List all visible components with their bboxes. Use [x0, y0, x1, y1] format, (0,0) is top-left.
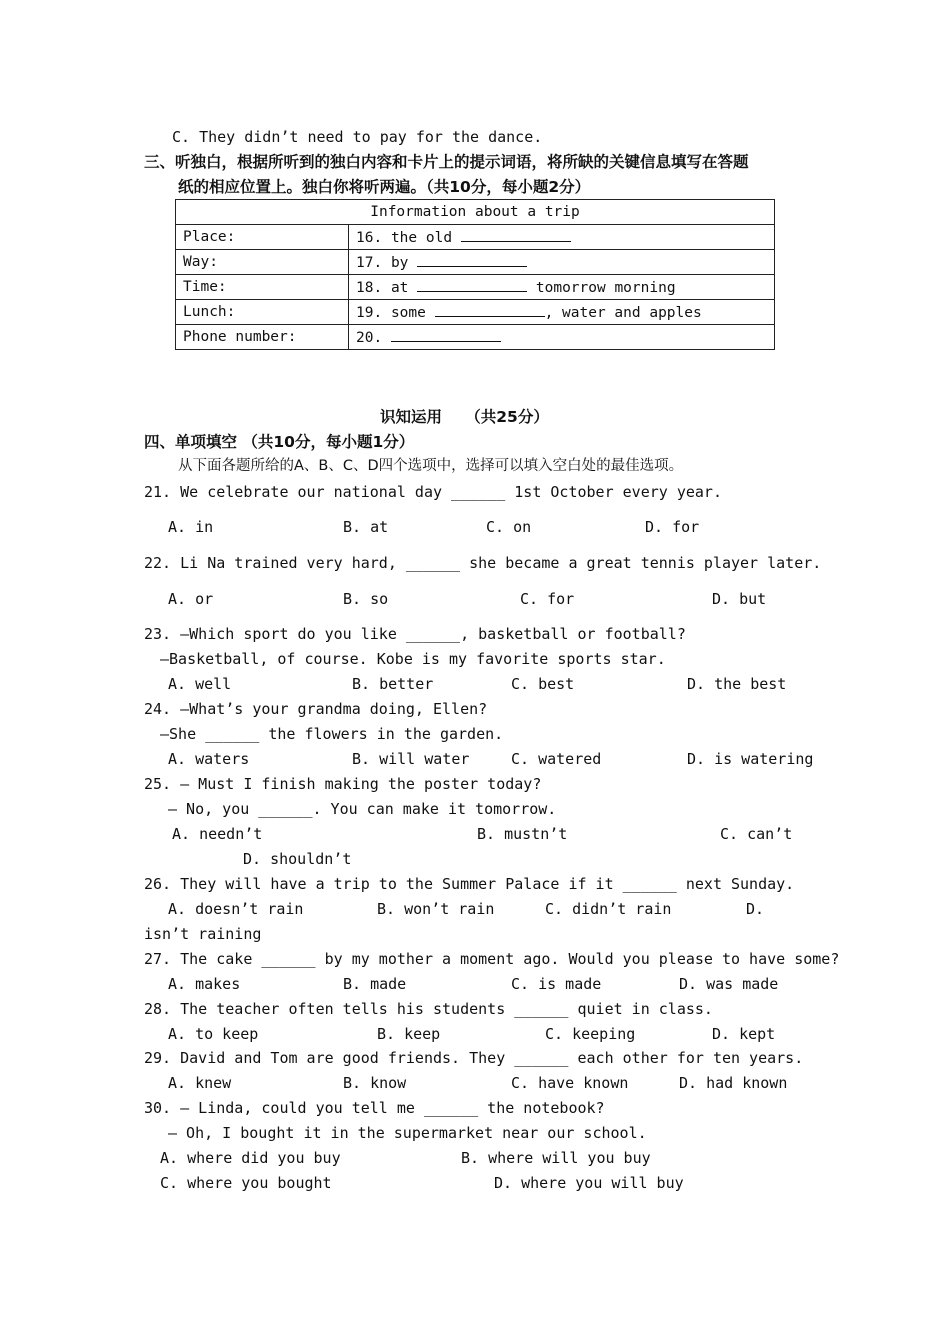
option-b[interactable]: B. so: [343, 590, 389, 608]
question-30-reply: — Oh, I bought it in the supermarket near our school.: [168, 1124, 647, 1142]
table-row: [176, 225, 775, 250]
section4-heading: 四、单项填空 （共10分，每小题1分）: [144, 433, 415, 451]
option-a[interactable]: A. or: [168, 590, 214, 608]
question-25-reply: — No, you ______. You can make it tomorrow.: [168, 800, 557, 818]
row-label: Way:: [176, 250, 349, 275]
option-d-text[interactable]: isn’t raining: [144, 925, 262, 943]
option-c[interactable]: C. can’t: [720, 825, 793, 843]
trip-info-table: [175, 199, 775, 350]
section3-heading: 三、听独白，根据所听到的独白内容和卡片上的提示词语，将所缺的关键信息填写在答题: [144, 153, 749, 171]
question-24-reply: —She ______ the flowers in the garden.: [160, 725, 504, 743]
table-row: [176, 300, 775, 325]
row-answer: 19. some , water and apples: [349, 300, 775, 325]
option-a[interactable]: A. where did you buy: [160, 1149, 341, 1167]
option-c[interactable]: C. for: [520, 590, 575, 608]
option-b[interactable]: B. mustn’t: [477, 825, 568, 843]
row-answer: 18. at tomorrow morning: [349, 275, 775, 300]
row-label: Phone number:: [176, 325, 349, 350]
option-d[interactable]: D. for: [645, 518, 700, 536]
row-label: Lunch:: [176, 300, 349, 325]
top-option-c: C. They didn’t need to pay for the dance.: [172, 128, 543, 146]
question-22: 22. Li Na trained very hard, ______ she became a great tennis player later.: [144, 554, 822, 572]
option-c[interactable]: C. best: [511, 675, 575, 693]
option-a[interactable]: A. makes: [168, 975, 241, 993]
question-30: 30. — Linda, could you tell me ______ the notebook?: [144, 1099, 605, 1117]
answer-blank[interactable]: [435, 303, 545, 317]
table-row: [176, 250, 775, 275]
option-d[interactable]: D. had known: [679, 1074, 788, 1092]
option-d[interactable]: D. shouldn’t: [243, 850, 352, 868]
trip-table-title: Information about a trip: [176, 200, 775, 225]
answer-blank[interactable]: [391, 328, 501, 342]
question-25: 25. — Must I finish making the poster today?: [144, 775, 542, 793]
option-d[interactable]: D. the best: [687, 675, 787, 693]
option-a[interactable]: A. to keep: [168, 1025, 259, 1043]
option-b[interactable]: B. at: [343, 518, 389, 536]
section3-heading-cont: 纸的相应位置上。独白你将听两遍。（共10分，每小题2分）: [178, 178, 591, 196]
part-title: 识知运用 （共25分）: [380, 408, 549, 426]
option-d[interactable]: D. was made: [679, 975, 779, 993]
row-answer: 20.: [349, 325, 775, 350]
table-row: [176, 275, 775, 300]
row-label: Place:: [176, 225, 349, 250]
answer-blank[interactable]: [417, 278, 527, 292]
option-b[interactable]: B. better: [352, 675, 434, 693]
question-23: 23. —Which sport do you like ______, basketball or football?: [144, 625, 686, 643]
option-c[interactable]: C. watered: [511, 750, 602, 768]
option-a[interactable]: A. well: [168, 675, 232, 693]
table-row: [176, 325, 775, 350]
answer-blank[interactable]: [461, 228, 571, 242]
option-d[interactable]: D.: [746, 900, 765, 918]
row-answer: 16. the old: [349, 225, 775, 250]
option-b[interactable]: B. keep: [377, 1025, 441, 1043]
option-c[interactable]: C. where you bought: [160, 1174, 332, 1192]
option-c[interactable]: C. is made: [511, 975, 602, 993]
question-29: 29. David and Tom are good friends. They ______ each other for ten years.: [144, 1049, 804, 1067]
option-a[interactable]: A. waters: [168, 750, 250, 768]
question-24: 24. —What’s your grandma doing, Ellen?: [144, 700, 488, 718]
option-c[interactable]: C. didn’t rain: [545, 900, 672, 918]
option-b[interactable]: B. will water: [352, 750, 470, 768]
row-label: Time:: [176, 275, 349, 300]
option-a[interactable]: A. knew: [168, 1074, 232, 1092]
section4-instruction: 从下面各题所给的A、B、C、D四个选项中，选择可以填入空白处的最佳选项。: [178, 458, 684, 474]
option-a[interactable]: A. needn’t: [172, 825, 263, 843]
option-b[interactable]: B. know: [343, 1074, 407, 1092]
option-b[interactable]: B. where will you buy: [461, 1149, 651, 1167]
question-28: 28. The teacher often tells his students ______ quiet in class.: [144, 1000, 713, 1018]
option-a[interactable]: A. in: [168, 518, 214, 536]
option-d[interactable]: D. but: [712, 590, 767, 608]
question-27: 27. The cake ______ by my mother a moment ago. Would you please to have some?: [144, 950, 840, 968]
option-c[interactable]: C. have known: [511, 1074, 629, 1092]
option-d[interactable]: D. where you will buy: [494, 1174, 684, 1192]
answer-blank[interactable]: [417, 253, 527, 267]
option-c[interactable]: C. on: [486, 518, 532, 536]
question-21: 21. We celebrate our national day ______ 1st October every year.: [144, 483, 722, 501]
option-b[interactable]: B. won’t rain: [377, 900, 495, 918]
option-a[interactable]: A. doesn’t rain: [168, 900, 304, 918]
option-c[interactable]: C. keeping: [545, 1025, 636, 1043]
row-answer: 17. by: [349, 250, 775, 275]
option-d[interactable]: D. is watering: [687, 750, 814, 768]
question-26: 26. They will have a trip to the Summer Palace if it ______ next Sunday.: [144, 875, 795, 893]
option-d[interactable]: D. kept: [712, 1025, 776, 1043]
question-23-reply: —Basketball, of course. Kobe is my favorite sports star.: [160, 650, 666, 668]
option-b[interactable]: B. made: [343, 975, 407, 993]
